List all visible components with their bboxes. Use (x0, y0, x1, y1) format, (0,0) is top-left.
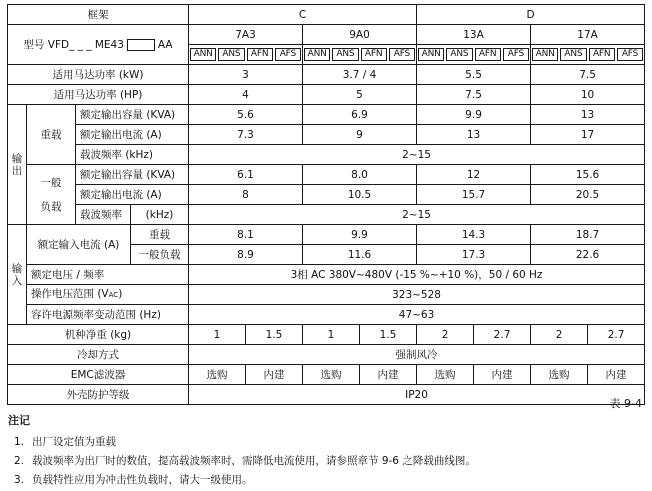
frame-row (8, 5, 645, 25)
output-normal-capacity-row: 一般 负载 额定输出容量 (KVA) 6.1 8.0 12 15.6 (8, 165, 645, 185)
size-13a: 13A (417, 25, 531, 45)
output-group-label: 输 出 (8, 105, 27, 225)
weight-row: 机种净重 (kg) 1 1.5 1 1.5 2 2.7 2 2.7 (8, 325, 645, 345)
size-row (8, 25, 645, 45)
input-group-label: 输 入 (8, 225, 27, 325)
output-heavy-capacity-row: 输 出 重载 额定输出容量 (KVA) 5.6 6.9 9.9 13 (8, 105, 645, 125)
size-17a: 17A (531, 25, 645, 45)
output-normal-current-row: 额定输出电流 (A) 8 10.5 15.7 20.5 (8, 185, 645, 205)
input-voltage-row: 额定电压 / 频率 3相 AC 380V~480V (-15 %~+10 %)，50 / 60 Hz (8, 265, 645, 285)
note-item: 3. 负载特性应用为冲击性负载时，请大一级使用。 (14, 474, 253, 486)
normal-label: 一般 负载 (27, 165, 76, 225)
code-group: ANN ANS AFN AFS (189, 45, 303, 65)
model-blank-box (127, 39, 155, 51)
code-group: ANN ANS AFN AFS (303, 45, 417, 65)
note-item: 2. 载波频率为出厂时的数值，提高载波频率时，需降低电流使用，请参照章节 9-6 之降载曲线图。 (14, 455, 476, 467)
notes-title: 注记 (8, 414, 30, 427)
input-current-label: 额定输入电流 (A) (27, 225, 131, 265)
spec-table (7, 4, 645, 405)
ip-row: 外壳防护等级 IP20 (8, 385, 645, 405)
heavy-label: 重载 (27, 105, 76, 165)
output-heavy-current-row: 额定输出电流 (A) 7.3 9 13 17 (8, 125, 645, 145)
notes-section (8, 412, 476, 491)
model-label: 型号 VFD_ _ _ ME43 AA (8, 25, 189, 65)
table-caption: 表 9-4 (609, 397, 642, 410)
emc-row: EMC滤波器 选购 内建 选购 内建 选购 内建 选购 内建 (8, 365, 645, 385)
output-normal-carrier-row: 载波频率 (kHz) 2~15 (8, 205, 645, 225)
note-item: 1. 出厂设定值为重载 (14, 436, 116, 448)
motor-hp-row: 适用马达功率 (HP) 4 5 7.5 10 (8, 85, 645, 105)
row-label: 适用马达功率 (HP) (8, 85, 189, 105)
frame-label: 框架 (8, 5, 189, 25)
input-normal-row: 一般负载 8.9 11.6 17.3 22.6 (8, 245, 645, 265)
frame-c: C (189, 5, 417, 25)
code-group: ANN ANS AFN AFS (417, 45, 531, 65)
code-group: ANN ANS AFN AFS (531, 45, 645, 65)
input-operating-row: 操作电压范围 (VAC) 323~528 (8, 285, 645, 305)
output-heavy-carrier-row: 载波频率 (kHz) 2~15 (8, 145, 645, 165)
frame-d: D (417, 5, 645, 25)
size-9a0: 9A0 (303, 25, 417, 45)
motor-kw-row: 适用马达功率 (kW) 3 3.7 / 4 5.5 7.5 (8, 65, 645, 85)
input-heavy-row: 输 入 额定输入电流 (A) 重载 8.1 9.9 14.3 18.7 (8, 225, 645, 245)
input-freq-row: 容许电源频率变动范围 (Hz) 47~63 (8, 305, 645, 325)
size-7a3: 7A3 (189, 25, 303, 45)
cooling-row: 冷却方式 强制风冷 (8, 345, 645, 365)
row-label: 适用马达功率 (kW) (8, 65, 189, 85)
